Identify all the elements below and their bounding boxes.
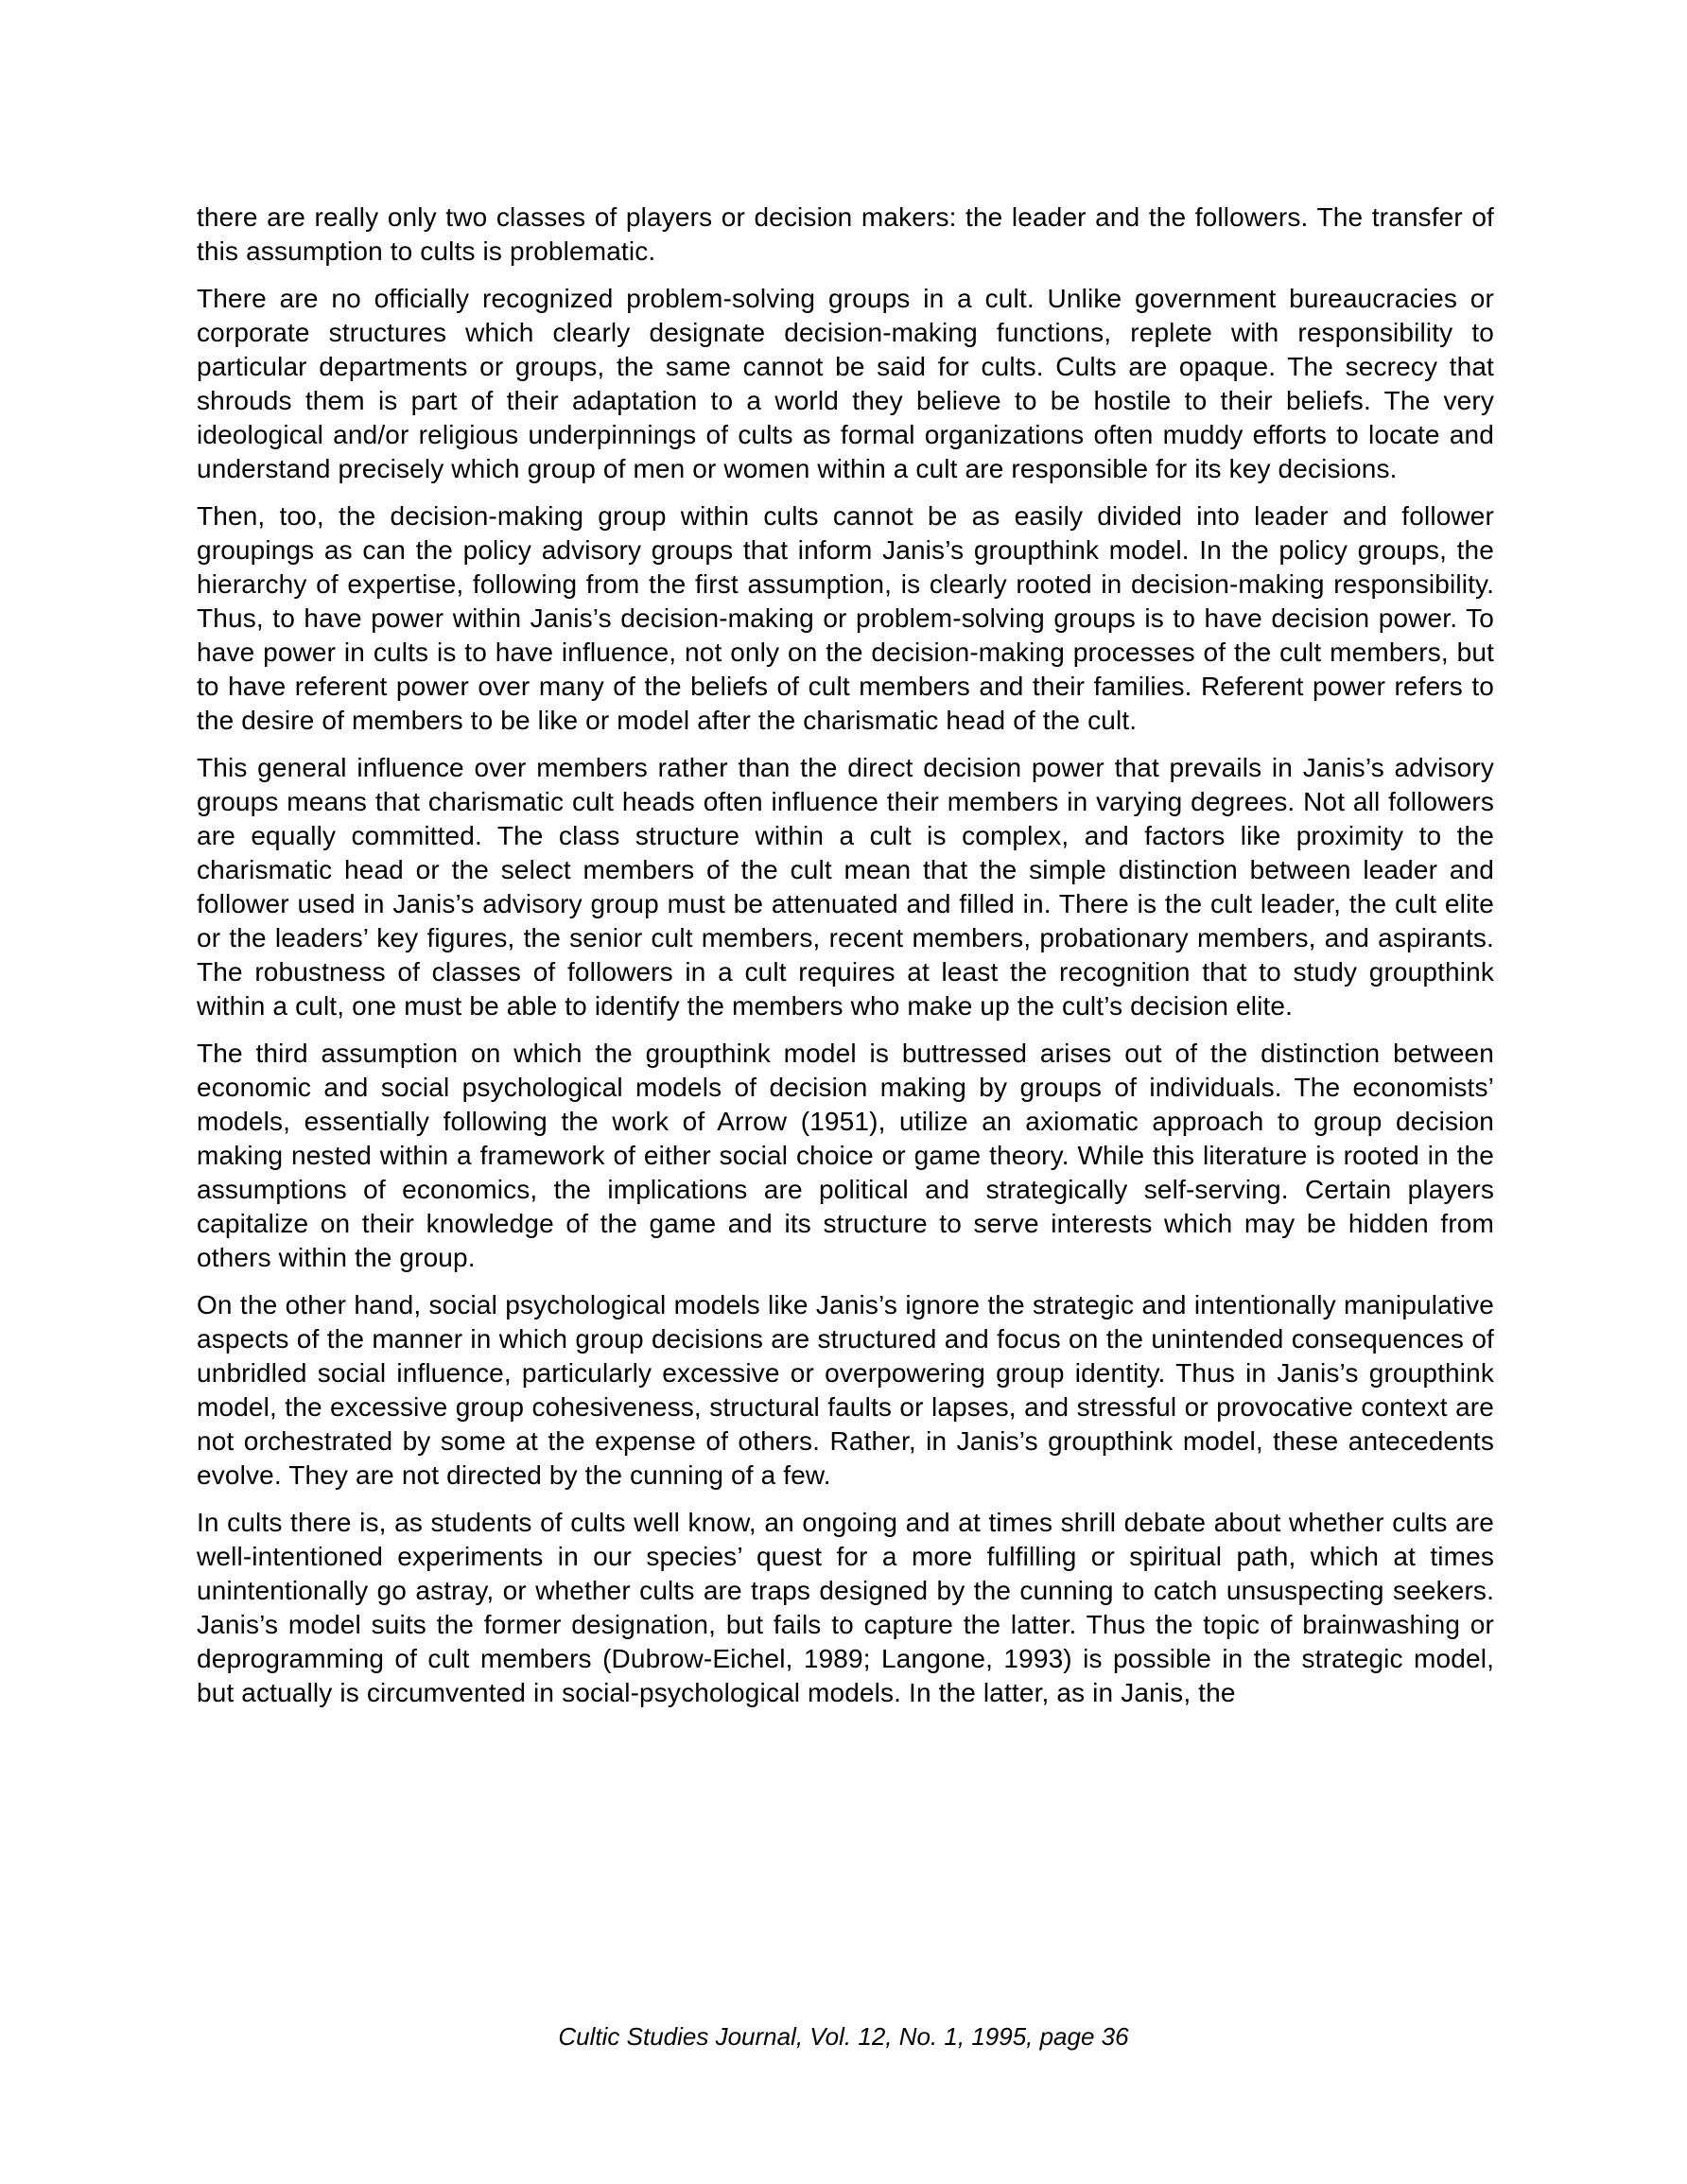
paragraph: The third assumption on which the groupthink model is buttressed arises out of the distinction between economic and social psychological models of decision making by groups of individuals. The economists’ models, essentially following the work of Arrow (1951), utilize an axiomatic approach to group decision making nested within a framework of either social choice or game theory. While this literature is rooted in the assumptions of economics, the implications are political and strategically self-serving. Certain players capitalize on their knowledge of the game and its structure to serve interests which may be hidden from others within the group. bbox=[197, 1039, 1494, 1272]
paragraph: Then, too, the decision-making group within cults cannot be as easily divided into leader and follower groupings as can the policy advisory groups that inform Janis’s groupthink model. In the policy groups, the hierarchy of expertise, following from the first assumption, is clearly rooted in decision-making responsibility. Thus, to have power within Janis’s decision-making or problem-solving groups is to have decision power. To have power in cults is to have influence, not only on the decision-making processes of the cult members, but to have referent power over many of the beliefs of cult members and their families. Referent power refers to the desire of members to be like or model after the charismatic head of the cult. bbox=[197, 501, 1494, 735]
paragraph: there are really only two classes of players or decision makers: the leader and the followers. The transfer of this assumption to cults is problematic. bbox=[197, 202, 1494, 266]
paragraph: On the other hand, social psychological models like Janis’s ignore the strategic and intentionally manipulative aspects of the manner in which group decisions are structured and focus on the unintended consequences of unbridled social influence, particularly excessive or overpowering group identity. Thus in Janis’s groupthink model, the excessive group cohesiveness, structural faults or lapses, and stressful or provocative context are not orchestrated by some at the expense of others. Rather, in Janis’s groupthink model, these antecedents evolve. They are not directed by the cunning of a few. bbox=[197, 1290, 1494, 1490]
footer-citation: Cultic Studies Journal, Vol. 12, No. 1, 1995, page 36 bbox=[558, 2022, 1129, 2051]
paragraph: There are no officially recognized problem-solving groups in a cult. Unlike government bureaucracies or corporate structures which clearly designate decision-making functions, replete with responsibility to particular departments or groups, the same cannot be said for cults. Cults are opaque. The secrecy that shrouds them is part of their adaptation to a world they believe to be hostile to their beliefs. The very ideological and/or religious underpinnings of cults as formal organizations often muddy efforts to locate and understand precisely which group of men or women within a cult are responsible for its key decisions. bbox=[197, 284, 1494, 483]
paragraph: In cults there is, as students of cults well know, an ongoing and at times shrill debate about whether cults are well-intentioned experiments in our species’ quest for a more fulfilling or spiritual path, which at times unintentionally go astray, or whether cults are traps designed by the cunning to catch unsuspecting seekers. Janis’s model suits the former designation, but fails to capture the latter. Thus the topic of brainwashing or deprogramming of cult members (Dubrow-Eichel, 1989; Langone, 1993) is possible in the strategic model, but actually is circumvented in social-psychological models. In the latter, as in Janis, the bbox=[197, 1508, 1494, 1707]
paragraph: This general influence over members rather than the direct decision power that prevails in Janis’s advisory groups means that charismatic cult heads often influence their members in varying degrees. Not all followers are equally committed. The class structure within a cult is complex, and factors like proximity to the charismatic head or the select members of the cult mean that the simple distinction between leader and follower used in Janis’s advisory group must be attenuated and filled in. There is the cult leader, the cult elite or the leaders’ key figures, the senior cult members, recent members, probationary members, and aspirants. The robustness of classes of followers in a cult requires at least the recognition that to study groupthink within a cult, one must be able to identify the members who make up the cult’s decision elite. bbox=[197, 753, 1494, 1021]
document-text bbox=[197, 201, 1494, 1723]
